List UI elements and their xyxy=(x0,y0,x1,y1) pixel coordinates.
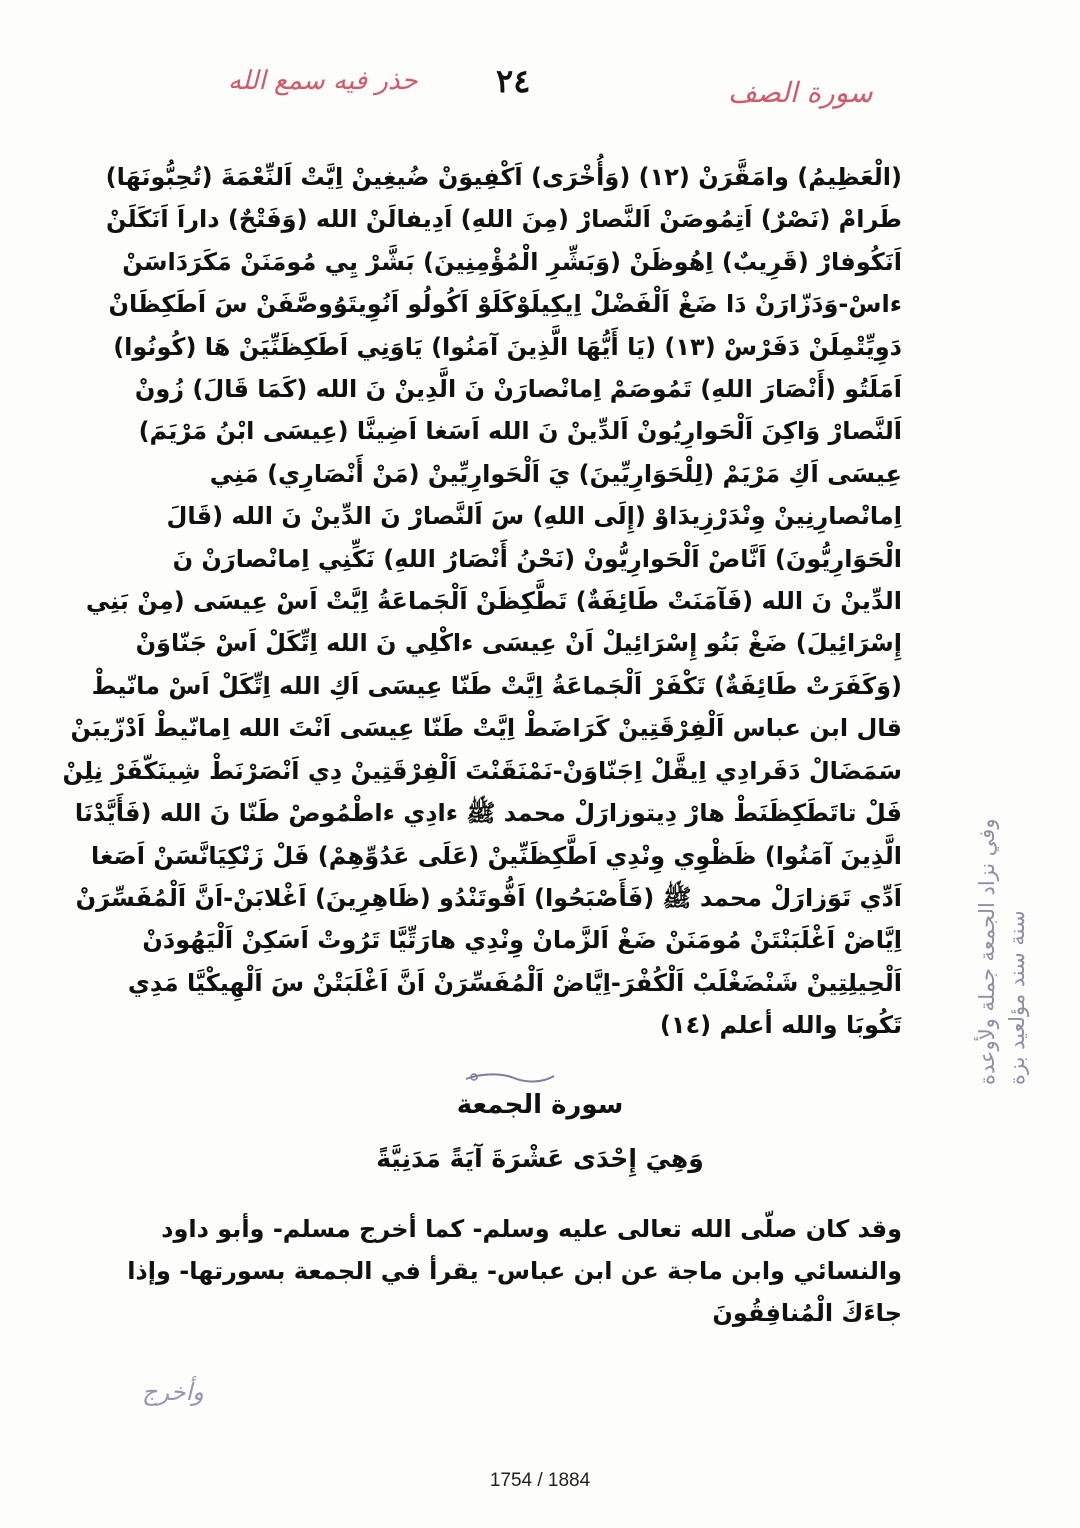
text-line: الْحَوَارِيُّونَ) اَنَّاصْ اَلْحَوارِيُّونْ (نَحْنُ أَنْصَارُ اللهِ) نَكِّنِي اِمانْصارَنْ نَ xyxy=(172,544,902,573)
intro-line: جاءَكَ الْمُنافِقُونَ xyxy=(712,1299,902,1327)
surah-title: سورة الجمعة xyxy=(456,1090,624,1120)
handwritten-note-bottom: وأخرج xyxy=(142,1378,204,1406)
text-line: عِيسَى اَكِ مَرْيَمْ (لِلْحَوَارِيِّينَ) يَ اَلْحَوارِيِّينْ (مَنْ أَنْصَارِي) مَنِي xyxy=(209,459,902,488)
margin-note-line: وفي نزاد الجمعة جملة ولأوعدة xyxy=(975,818,999,1085)
text-line: قال ابن عباس اَلْفِرْقَتِينْ كَرَاضَطْ اِيَّتْ طَنّا عِيسَى اَنْتَ الله اِمانّيطْ اَدْزّيبَنْ xyxy=(70,714,902,743)
text-line: دَوِيِّتْمِلَنْ دَفَرْسْ (١٣) (يَا أَيُّهَا الَّذِينَ آمَنُوا) يَاوَنِي اَطَكِظَنِّيَنْ هَا (كُونُوا) xyxy=(113,332,902,361)
text-line: اِمانْصارِنِينْ وِنْدَرْزِيدَاوْ (إِلَى اللهِ) سَ اَلنَّصارْ نَ الدِّينْ نَ الله (قَالَ xyxy=(166,502,902,531)
page-indicator: 1754 / 1884 xyxy=(489,1470,591,1491)
text-line: فَلْ تاتَطَكِظَنَطْ هارْ دِيتوزارَلْ محمد ﷺ ءادِي ءاطْمُوصْ طَنّا نَ الله (فَأَيَّدْنَا xyxy=(74,799,902,828)
surah-intro xyxy=(127,1208,902,1334)
text-line: اِيَّاضْ اَغْلَبَنْتَنْ مُومَنَنْ ضَغْ اَلزَّمانْ وِنْدِي هارَتِّيَّا تَرُوتْ اَسَكِنْ اَلْيَهُودَنْ xyxy=(142,926,902,955)
intro-line: والنسائي وابن ماجة عن ابن عباس- يقرأ في الجمعة بسورتها- وإذا xyxy=(127,1257,902,1285)
text-line: طَرامْ (نَصْرٌ) اَتِمُوصَنْ اَلنَّصارْ (مِنَ اللهِ) اَدِيفالَنْ الله (وَفَتْحٌ) داراَ اَنَكَلَنْ xyxy=(106,205,902,234)
text-line: ءاسْ-وَدَزّارَنْ دَا ضَغْ اَلْفَضْلْ اِيكِيلَوْكَلَوْ اَكُولُو اَنُوِيتَوُوصَّفَنْ سَ اَطَكِظَانْ xyxy=(108,290,902,319)
ornament-flourish-icon xyxy=(462,1070,558,1086)
handwritten-note-right: سورة الصف xyxy=(728,76,873,109)
handwritten-note-left: حذر فيه سمع الله xyxy=(228,66,418,96)
text-line: إِسْرَائِيلَ) ضَغْ بَنُو إِسْرَائِيلْ اَنْ عِيسَى ءاكْلِي نَ الله اِتِّكَلْ اَسْ جَنّاوَنْ xyxy=(135,629,902,658)
text-line: الدِّينْ نَ الله (فَآمَنَتْ طَائِفَةٌ) تَطَّكِظَنْ اَلْجَماعَةُ اِيَّتْ اَسْ عِيسَى (مِنْ بَنِي xyxy=(85,587,902,616)
text-line: (وَكَفَرَتْ طَائِفَةٌ) تَكْفَرْ اَلْجَماعَةُ اِيَّتْ طَنّا عِيسَى اَكِ الله اِتِّكَلْ اَسْ مانّيطْ xyxy=(91,671,902,700)
text-line: تَكُوبَا والله أعلم (١٤) xyxy=(659,1011,902,1040)
text-line: اَنَكُوفارْ (قَرِيبٌ) اِهُوظَنْ (وَبَشِّرِ الْمُؤْمِنِينَ) بَشَّرْ يِي مُومَنَنْ مَكَرَدَاسَنْ xyxy=(122,247,902,276)
margin-handwritten-note xyxy=(920,818,1029,1220)
text-line: (الْعَظِيمُ) وامَقَّرَنْ (١٢) (وَأُخْرَى) اَكْفِيوَنْ ضُيغِينْ اِيَّتْ اَلنِّعْمَةَ (تُحِبُّونَهَا) xyxy=(105,163,902,191)
text-line: الَّذِينَ آمَنُوا) ظَظْوِي وِنْدِي اَطَّكِظَنِّينْ (عَلَى عَدُوِّهِمْ) فَلْ زَنْكِيَانَّسَنْ اَصَغا xyxy=(91,841,902,870)
text-line: اَلنَّصارْ وَاكِنَ اَلْحَوارِيُونْ اَلدِّينْ نَ الله اَسَغا اَضِينَّا (عِيسَى ابْنُ مَرْيَمَ) xyxy=(138,417,902,446)
text-line: سَمَضَالْ دَفَرادِي اِيقَّلْ اِجَنّاوَنْ-نَمْنَقَنْتَ اَلْفِرْقَتِينْ دِي اَنْصَرْنَطْ شِينَكّفَرْ نِلِنْ xyxy=(62,756,902,785)
text-line: اَمَلَتُو (أَنْصَارَ اللهِ) تَمُوصَمْ اِمانْصارَنْ نَ الَّدِينْ نَ الله (كَمَا قَالَ) زُونْ xyxy=(134,375,902,404)
surah-subtitle: وَهِيَ إِحْدَى عَشْرَةَ آيَةً مَدَنِيَّةً xyxy=(376,1144,704,1173)
text-line: اَدِّي تَوَزارَلْ محمد ﷺ (فَأَصْبَحُوا) اَفُّوتَنْدُو (ظَاهِرِينَ) اَغْلابَنْ-اَنَّ اَلْمُفَسِّرَنْ xyxy=(75,883,902,912)
commentary-text xyxy=(62,156,902,1047)
intro-line: وقد كان صلّى الله تعالى عليه وسلم- كما أخرج مسلم- وأبو داود xyxy=(161,1215,902,1243)
page-number: ٢٤ xyxy=(496,62,531,100)
text-line: اَلْحِيلِتِينْ شَنْضَغْلَبْ اَلْكُفْرَ-اِيَّاضْ اَلْمُفَسِّرَنْ اَنَّ اَغْلَبَتْنْ سَ اَلْهِيكْيَّا مَدِي xyxy=(127,968,902,997)
margin-note-line: سنة سند مؤلعيد بزة xyxy=(1005,910,1029,1085)
